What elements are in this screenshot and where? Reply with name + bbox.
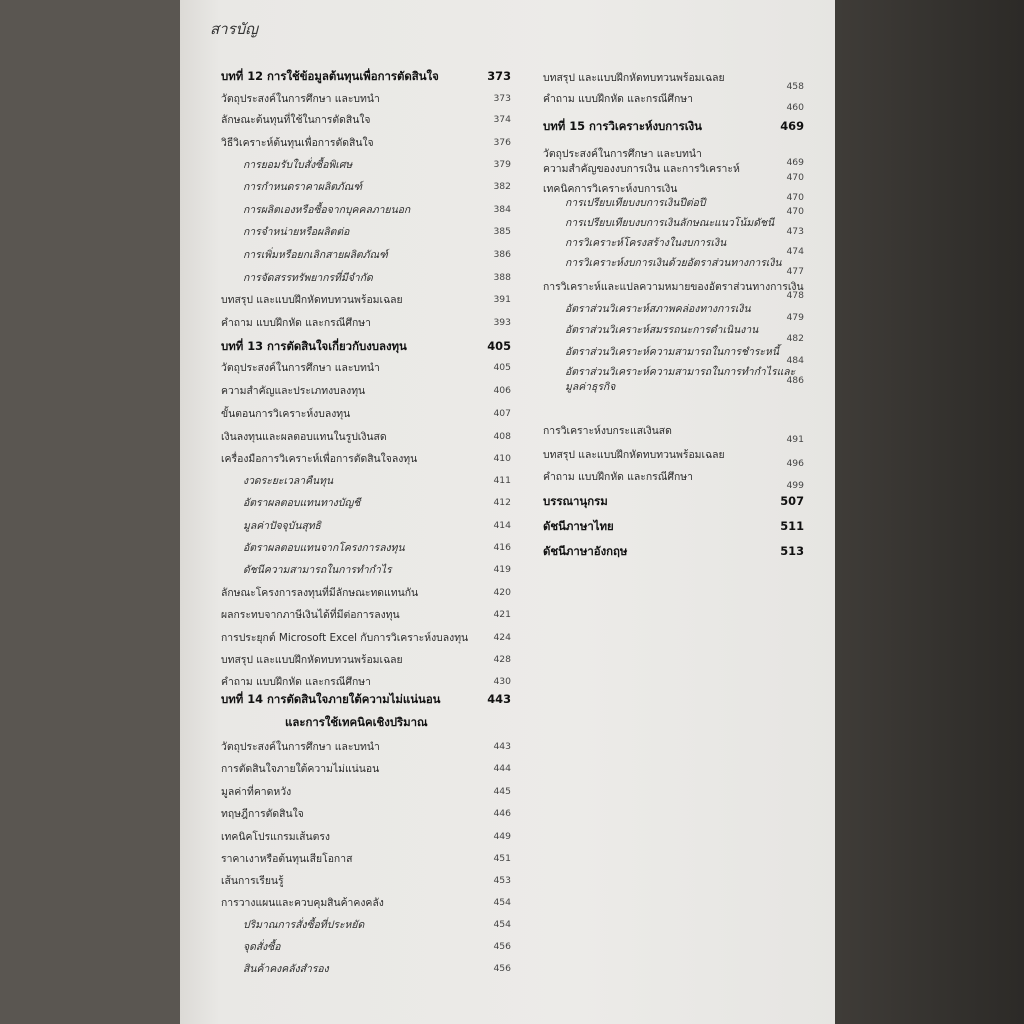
toc-entry-row <box>243 248 511 262</box>
toc-page-number: 486 <box>786 375 804 386</box>
toc-entry-row <box>221 653 511 667</box>
toc-entry-row <box>221 136 511 150</box>
toc-entry-title: การวิเคราะห์งบการเงินด้วยอัตราส่วนทางการเงิน <box>565 257 782 269</box>
toc-page-number: 482 <box>786 333 804 344</box>
toc-entry-row <box>221 740 511 754</box>
toc-entry-row <box>543 470 804 491</box>
toc-page-number: 446 <box>493 808 511 819</box>
toc-entry-row <box>221 407 511 421</box>
toc-entry-row <box>243 203 511 217</box>
toc-entry-row <box>543 71 804 92</box>
toc-entry-row <box>243 496 511 510</box>
toc-entry-title: ทฤษฎีการตัดสินใจ <box>221 808 304 820</box>
toc-chapter-row <box>543 119 804 133</box>
toc-entry-title: ปริมาณการสั่งซื้อที่ประหยัด <box>243 919 365 931</box>
toc-entry-title: การยอมรับใบสั่งซื้อพิเศษ <box>243 159 353 171</box>
toc-entry-title: อัตราส่วนวิเคราะห์สภาพคล่องทางการเงิน <box>565 303 751 315</box>
toc-entry-row <box>543 280 804 301</box>
toc-entry-title: ดัชนีความสามารถในการทำกำไร <box>243 564 392 576</box>
toc-chapter-row <box>543 494 804 508</box>
page-edge-shadow <box>835 0 1024 1024</box>
toc-page-number: 419 <box>493 564 511 575</box>
toc-entry-title: บทที่ 15 การวิเคราะห์งบการเงิน <box>543 119 702 133</box>
toc-chapter-row <box>543 519 804 533</box>
toc-entry-title: วัตถุประสงค์ในการศึกษา และบทนำ <box>221 741 380 753</box>
toc-page-number: 460 <box>786 102 804 113</box>
toc-page-number: 406 <box>493 385 511 396</box>
toc-page-number: 411 <box>493 475 511 486</box>
toc-entry-row <box>565 256 804 277</box>
toc-page-number: 454 <box>493 897 511 908</box>
toc-entry-row <box>221 384 511 398</box>
toc-entry-title: การกำหนดราคาผลิตภัณฑ์ <box>243 181 363 193</box>
toc-entry-row <box>543 448 804 469</box>
toc-page-number: 456 <box>493 963 511 974</box>
toc-entry-row <box>221 608 511 622</box>
toc-entry-row <box>221 631 511 645</box>
toc-entry-row <box>243 271 511 285</box>
toc-entry-row <box>221 896 511 910</box>
toc-entry-row <box>221 785 511 799</box>
toc-entry-title: วิธีวิเคราะห์ต้นทุนเพื่อการตัดสินใจ <box>221 137 374 149</box>
toc-chapter-row <box>221 339 511 353</box>
toc-entry-title: การตัดสินใจภายใต้ความไม่แน่นอน <box>221 763 380 775</box>
toc-entry-title: ลักษณะโครงการลงทุนที่มีลักษณะทดแทนกัน <box>221 587 419 599</box>
toc-page-number: 393 <box>493 317 511 328</box>
toc-entry-title: การจำหน่ายหรือผลิตต่อ <box>243 226 350 238</box>
toc-entry-row <box>243 474 511 488</box>
toc-page-number: 470 <box>786 192 804 203</box>
toc-entry-row <box>543 162 804 183</box>
toc-entry-title: มูลค่าธุรกิจ <box>565 381 616 393</box>
toc-entry-row <box>543 424 804 445</box>
toc-entry-row <box>243 541 511 555</box>
toc-entry-title: ราคาเงาหรือต้นทุนเสียโอกาส <box>221 853 353 865</box>
toc-chapter-row <box>221 69 511 83</box>
toc-page-number: 384 <box>493 204 511 215</box>
toc-entry-row <box>243 158 511 172</box>
toc-entry-title: บรรณานุกรม <box>543 494 608 508</box>
toc-page-number: 478 <box>786 290 804 301</box>
toc-page-number: 507 <box>780 494 804 508</box>
toc-entry-title: เทคนิคโปรแกรมเส้นตรง <box>221 831 330 843</box>
toc-entry-title: ดัชนีภาษาอังกฤษ <box>543 544 628 558</box>
toc-page-number: 445 <box>493 786 511 797</box>
toc-entry-row <box>565 380 804 394</box>
toc-entry-title: อัตราส่วนวิเคราะห์ความสามารถในการชำระหนี้ <box>565 346 779 358</box>
toc-page-number: 420 <box>493 587 511 598</box>
toc-entry-row <box>221 92 511 106</box>
toc-page-number: 453 <box>493 875 511 886</box>
toc-entry-title: อัตราส่วนวิเคราะห์ความสามารถในการทำกำไรและ <box>565 366 796 378</box>
toc-entry-title: บทที่ 12 การใช้ข้อมูลต้นทุนเพื่อการตัดสินใจ <box>221 69 439 83</box>
toc-entry-title: อัตราส่วนวิเคราะห์สมรรถนะการดำเนินงาน <box>565 324 759 336</box>
toc-entry-row <box>565 302 804 323</box>
toc-entry-title: มูลค่าที่คาดหวัง <box>221 786 292 798</box>
toc-page-number: 511 <box>780 519 804 533</box>
toc-entry-row <box>221 807 511 821</box>
toc-entry-title: บทสรุป และแบบฝึกหัดทบทวนพร้อมเฉลย <box>221 654 403 666</box>
toc-page-number: 424 <box>493 632 511 643</box>
toc-entry-title: การวิเคราะห์โครงสร้างในงบการเงิน <box>565 237 727 249</box>
toc-page-number: 469 <box>786 157 804 168</box>
toc-entry-title: คำถาม แบบฝึกหัด และกรณีศึกษา <box>221 317 371 329</box>
toc-chapter-row <box>285 715 511 729</box>
toc-page-number: 379 <box>493 159 511 170</box>
toc-page-number: 414 <box>493 520 511 531</box>
toc-page-number: 513 <box>780 544 804 558</box>
toc-entry-row <box>543 92 804 113</box>
toc-entry-title: การเปรียบเทียบงบการเงินปีต่อปี <box>565 197 706 209</box>
toc-entry-title: เงินลงทุนและผลตอบแทนในรูปเงินสด <box>221 431 387 443</box>
toc-page-number: 412 <box>493 497 511 508</box>
toc-entry-row <box>221 675 511 689</box>
toc-page-number: 470 <box>786 206 804 217</box>
toc-entry-row <box>565 216 804 237</box>
toc-entry-row <box>243 180 511 194</box>
toc-entry-row <box>221 361 511 375</box>
toc-page-number: 388 <box>493 272 511 283</box>
toc-entry-title: ดัชนีภาษาไทย <box>543 519 614 533</box>
toc-entry-row <box>243 940 511 954</box>
toc-page-number: 374 <box>493 114 511 125</box>
toc-page-number: 405 <box>493 362 511 373</box>
toc-page-number: 421 <box>493 609 511 620</box>
toc-page-number: 474 <box>786 246 804 257</box>
toc-entry-row <box>221 586 511 600</box>
toc-entry-title: การเปรียบเทียบงบการเงินลักษณะแนวโน้มดัชนี <box>565 217 775 229</box>
toc-entry-title: คำถาม แบบฝึกหัด และกรณีศึกษา <box>543 93 693 105</box>
toc-entry-title: อัตราผลตอบแทนทางบัญชี <box>243 497 361 509</box>
toc-page-number: 491 <box>786 434 804 445</box>
toc-entry-title: การจัดสรรทรัพยากรที่มีจำกัด <box>243 272 373 284</box>
toc-entry-title: ความสำคัญและประเภทงบลงทุน <box>221 385 366 397</box>
toc-entry-title: มูลค่าปัจจุบันสุทธิ <box>243 520 322 532</box>
toc-entry-row <box>221 452 511 466</box>
toc-page-number: 443 <box>493 741 511 752</box>
toc-entry-row <box>243 225 511 239</box>
toc-entry-title: คำถาม แบบฝึกหัด และกรณีศึกษา <box>221 676 371 688</box>
toc-page-number: 479 <box>786 312 804 323</box>
toc-entry-title: บทสรุป และแบบฝึกหัดทบทวนพร้อมเฉลย <box>543 449 725 461</box>
toc-entry-title: การวิเคราะห์และแปลความหมายของอัตราส่วนทางการเงิน <box>543 281 804 293</box>
toc-page-number: 373 <box>493 93 511 104</box>
toc-page-number: 410 <box>493 453 511 464</box>
toc-entry-row <box>243 918 511 932</box>
toc-entry-row <box>243 519 511 533</box>
toc-entry-title: การเพิ่มหรือยกเลิกสายผลิตภัณฑ์ <box>243 249 388 261</box>
toc-page-number: 456 <box>493 941 511 952</box>
toc-entry-title: จุดสั่งซื้อ <box>243 941 281 953</box>
toc-entry-title: วัตถุประสงค์ในการศึกษา และบทนำ <box>221 362 380 374</box>
toc-entry-row <box>565 196 804 217</box>
toc-page-number: 470 <box>786 172 804 183</box>
toc-page-number: 416 <box>493 542 511 553</box>
toc-page-number: 430 <box>493 676 511 687</box>
toc-page-number: 444 <box>493 763 511 774</box>
toc-entry-title: ขั้นตอนการวิเคราะห์งบลงทุน <box>221 408 351 420</box>
toc-page-number: 408 <box>493 431 511 442</box>
toc-entry-row <box>565 323 804 344</box>
toc-page-number: 405 <box>487 339 511 353</box>
toc-entry-row <box>221 293 511 307</box>
toc-entry-title: การประยุกต์ Microsoft Excel กับการวิเคราะห์งบลงทุน <box>221 632 469 644</box>
toc-entry-row <box>543 147 804 168</box>
toc-page-number: 484 <box>786 355 804 366</box>
toc-entry-title: ความสำคัญของงบการเงิน และการวิเคราะห์ <box>543 163 740 175</box>
toc-page-number: 454 <box>493 919 511 930</box>
toc-entry-title: วัตถุประสงค์ในการศึกษา และบทนำ <box>221 93 380 105</box>
toc-entry-row <box>565 236 804 257</box>
toc-page-number: 428 <box>493 654 511 665</box>
toc-entry-row <box>243 962 511 976</box>
toc-entry-row <box>221 874 511 888</box>
toc-entry-row <box>221 852 511 866</box>
toc-entry-title: ผลกระทบจากภาษีเงินได้ที่มีต่อการลงทุน <box>221 609 400 621</box>
toc-entry-row <box>221 830 511 844</box>
toc-page-number: 477 <box>786 266 804 277</box>
toc-page-number: 385 <box>493 226 511 237</box>
toc-chapter-row <box>543 544 804 558</box>
toc-entry-row <box>221 113 511 127</box>
page-title: สารบัญ <box>210 20 258 38</box>
toc-page-number: 373 <box>487 69 511 83</box>
toc-entry-row <box>565 365 804 386</box>
toc-entry-row <box>221 316 511 330</box>
toc-entry-title: เครื่องมือการวิเคราะห์เพื่อการตัดสินใจลงทุน <box>221 453 418 465</box>
toc-chapter-row <box>221 692 511 706</box>
toc-page-number: 386 <box>493 249 511 260</box>
toc-entry-title: และการใช้เทคนิคเชิงปริมาณ <box>285 715 428 729</box>
toc-entry-title: บทที่ 13 การตัดสินใจเกี่ยวกับงบลงทุน <box>221 339 407 353</box>
toc-entry-title: บทสรุป และแบบฝึกหัดทบทวนพร้อมเฉลย <box>543 72 725 84</box>
toc-entry-title: การวิเคราะห์งบกระแสเงินสด <box>543 425 672 437</box>
toc-entry-title: สินค้าคงคลังสำรอง <box>243 963 329 975</box>
toc-entry-row <box>221 762 511 776</box>
toc-page-number: 376 <box>493 137 511 148</box>
toc-entry-title: วัตถุประสงค์ในการศึกษา และบทนำ <box>543 148 702 160</box>
toc-entry-title: เส้นการเรียนรู้ <box>221 875 284 887</box>
toc-page-number: 473 <box>786 226 804 237</box>
toc-entry-title: ลักษณะต้นทุนที่ใช้ในการตัดสินใจ <box>221 114 371 126</box>
toc-page-number: 451 <box>493 853 511 864</box>
toc-entry-title: บทสรุป และแบบฝึกหัดทบทวนพร้อมเฉลย <box>221 294 403 306</box>
toc-page-number: 496 <box>786 458 804 469</box>
toc-entry-title: คำถาม แบบฝึกหัด และกรณีศึกษา <box>543 471 693 483</box>
toc-page-number: 449 <box>493 831 511 842</box>
toc-page-number: 407 <box>493 408 511 419</box>
toc-page-number: 458 <box>786 81 804 92</box>
toc-entry-row <box>565 345 804 366</box>
toc-page-number: 499 <box>786 480 804 491</box>
toc-entry-row <box>243 563 511 577</box>
toc-entry-row <box>221 430 511 444</box>
toc-entry-title: อัตราผลตอบแทนจากโครงการลงทุน <box>243 542 405 554</box>
toc-entry-title: บทที่ 14 การตัดสินใจภายใต้ความไม่แน่นอน <box>221 692 441 706</box>
toc-entry-title: เทคนิคการวิเคราะห์งบการเงิน <box>543 183 678 195</box>
toc-entry-title: งวดระยะเวลาคืนทุน <box>243 475 334 487</box>
toc-page-number: 382 <box>493 181 511 192</box>
toc-entry-title: การวางแผนและควบคุมสินค้าคงคลัง <box>221 897 384 909</box>
toc-page-number: 391 <box>493 294 511 305</box>
toc-entry-title: การผลิตเองหรือซื้อจากบุคคลภายนอก <box>243 204 411 216</box>
toc-page-number: 443 <box>487 692 511 706</box>
toc-page-number: 469 <box>780 119 804 133</box>
